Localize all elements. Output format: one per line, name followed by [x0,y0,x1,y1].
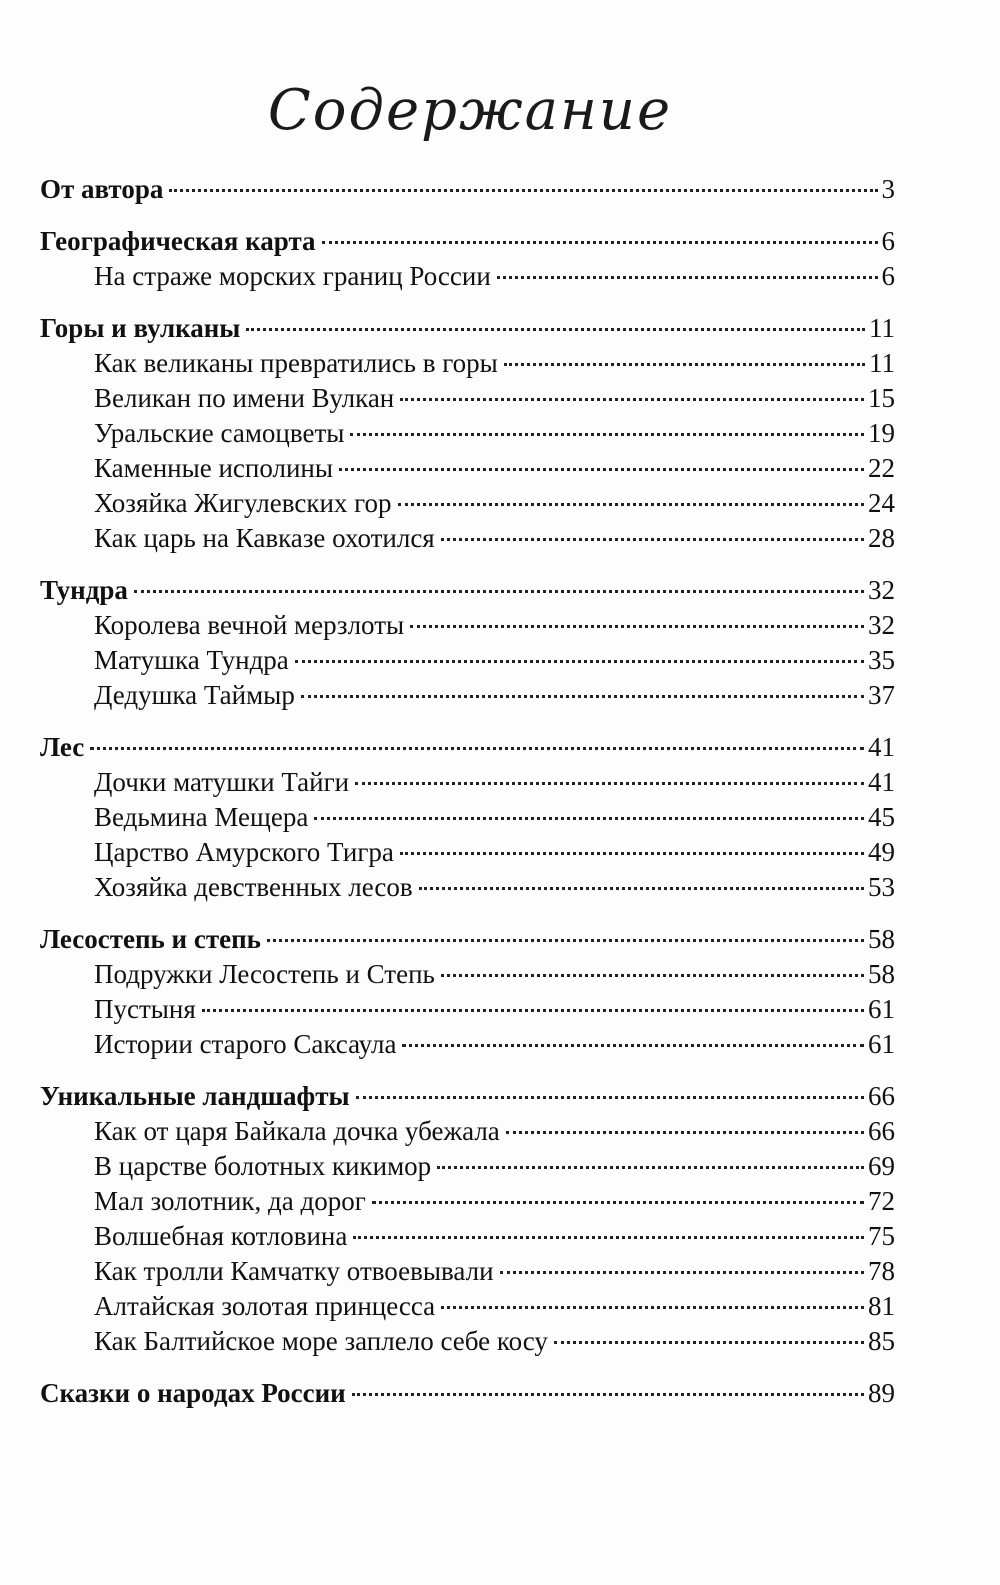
dot-leader [441,538,864,541]
toc-item-row [40,643,895,678]
toc-item-row [40,1027,895,1062]
page-number: 32 [868,610,895,640]
page-number: 78 [868,1256,895,1286]
toc-gap [40,1062,895,1079]
page-number: 58 [868,959,895,989]
toc-section-row [40,573,895,608]
dot-leader [322,241,878,244]
toc-section-title: Сказки о народах России [40,1378,346,1408]
toc-gap [40,905,895,922]
page-number: 66 [868,1116,895,1146]
toc-item-row [40,1114,895,1149]
page-number: 22 [868,453,895,483]
page-number: 15 [868,383,895,413]
toc-item-row [40,486,895,521]
page-number: 66 [868,1081,895,1111]
toc-item-title: В царстве болотных кикимор [94,1151,432,1181]
toc-section-title: Уникальные ландшафты [40,1081,350,1111]
toc-gap [40,1359,895,1376]
toc-item-title: Матушка Тундра [94,645,289,675]
toc-item-title: Истории старого Саксаула [94,1029,397,1059]
toc-item-row [40,1324,895,1359]
toc-item-title: Пустыня [94,994,196,1024]
toc-section-title: Тундра [40,575,128,605]
page-number: 85 [868,1326,895,1356]
toc-item-title: Королева вечной мерзлоты [94,610,405,640]
toc-section-row [40,172,895,207]
toc-section-row [40,730,895,765]
toc-section-row [40,1376,895,1411]
dot-leader [169,189,877,192]
toc-item-row [40,992,895,1027]
toc-section-title: Лес [40,732,85,762]
dot-leader [301,695,864,698]
toc-item-row [40,1184,895,1219]
toc-item-title: Мал золотник, да дорог [94,1186,366,1216]
toc-item-row [40,346,895,381]
dot-leader [339,468,864,471]
page-number: 35 [868,645,895,675]
dot-leader [356,1096,864,1099]
dot-leader [352,1393,864,1396]
page-number: 6 [881,226,895,256]
toc-item-title: Как от царя Байкала дочка убежала [94,1116,500,1146]
page-number: 61 [868,994,895,1024]
toc-section-row [40,1079,895,1114]
toc-item-title: Дедушка Таймыр [94,680,295,710]
toc-item-title: Хозяйка Жигулевских гор [94,488,392,518]
page-number: 32 [868,575,895,605]
page-number: 61 [868,1029,895,1059]
page-number: 19 [868,418,895,448]
page-number: 81 [868,1291,895,1321]
toc-item-row [40,1149,895,1184]
toc-item-row [40,957,895,992]
toc-item-title: Алтайская золотая принцесса [94,1291,436,1321]
page-number: 28 [868,523,895,553]
page-number: 45 [868,802,895,832]
toc-section-row [40,922,895,957]
table-of-contents [40,172,895,1411]
toc-item-row [40,608,895,643]
toc-item-title: Как Балтийское море заплело себе косу [94,1326,548,1356]
toc-section-row [40,311,895,346]
dot-leader [500,1271,864,1274]
page-number: 75 [868,1221,895,1251]
dot-leader [410,625,864,628]
dot-leader [441,974,864,977]
page-number: 53 [868,872,895,902]
toc-item-row [40,521,895,556]
dot-leader [355,782,864,785]
toc-item-title: Ведьмина Мещера [94,802,309,832]
toc-gap [40,556,895,573]
dot-leader [400,398,864,401]
toc-item-title: Дочки матушки Тайги [94,767,350,797]
toc-item-row [40,870,895,905]
toc-item-row [40,451,895,486]
page-number: 6 [881,261,895,291]
dot-leader [314,817,864,820]
page-number: 11 [869,348,895,378]
toc-item-title: На страже морских границ России [94,261,491,291]
page-number: 3 [881,174,895,204]
toc-gap [40,294,895,311]
page-title: Содержание [267,78,673,143]
toc-gap [40,713,895,730]
dot-leader [267,939,864,942]
dot-leader [506,1131,864,1134]
dot-leader [504,363,865,366]
dot-leader [202,1009,864,1012]
dot-leader [497,276,878,279]
toc-item-row [40,765,895,800]
page-number: 41 [868,732,895,762]
toc-item-title: Как великаны превратились в горы [94,348,498,378]
toc-item-row [40,1219,895,1254]
toc-item-title: Царство Амурского Тигра [94,837,394,867]
page-number: 37 [868,680,895,710]
dot-leader [419,887,864,890]
dot-leader [246,328,865,331]
dot-leader [437,1166,864,1169]
page-number: 11 [869,313,895,343]
toc-item-title: Как тролли Камчатку отвоевывали [94,1256,494,1286]
dot-leader [398,503,864,506]
dot-leader [400,852,864,855]
page-number: 89 [868,1378,895,1408]
toc-item-title: Волшебная котловина [94,1221,348,1251]
toc-item-row [40,381,895,416]
toc-item-row [40,835,895,870]
toc-item-row [40,416,895,451]
page-number: 58 [868,924,895,954]
toc-item-title: Как царь на Кавказе охотился [94,523,435,553]
dot-leader [134,590,864,593]
toc-item-row [40,678,895,713]
toc-section-title: Горы и вулканы [40,313,241,343]
toc-item-row [40,1289,895,1324]
page-number: 69 [868,1151,895,1181]
toc-item-title: Подружки Лесостепь и Степь [94,959,435,989]
toc-item-title: Великан по имени Вулкан [94,383,395,413]
toc-item-row [40,800,895,835]
dot-leader [295,660,864,663]
toc-item-title: Уральские самоцветы [94,418,345,448]
page-number: 72 [868,1186,895,1216]
page-number: 24 [868,488,895,518]
dot-leader [372,1201,864,1204]
dot-leader [353,1236,864,1239]
toc-section-row [40,224,895,259]
toc-section-title: Лесостепь и степь [40,924,261,954]
toc-item-title: Хозяйка девственных лесов [94,872,413,902]
page-number: 41 [868,767,895,797]
dot-leader [402,1044,864,1047]
toc-item-row [40,259,895,294]
dot-leader [350,433,864,436]
toc-item-row [40,1254,895,1289]
dot-leader [90,747,864,750]
page-number: 49 [868,837,895,867]
toc-section-title: От автора [40,174,164,204]
dot-leader [441,1306,864,1309]
toc-item-title: Каменные исполины [94,453,334,483]
toc-section-title: Географическая карта [40,226,316,256]
dot-leader [554,1341,864,1344]
toc-gap [40,207,895,224]
